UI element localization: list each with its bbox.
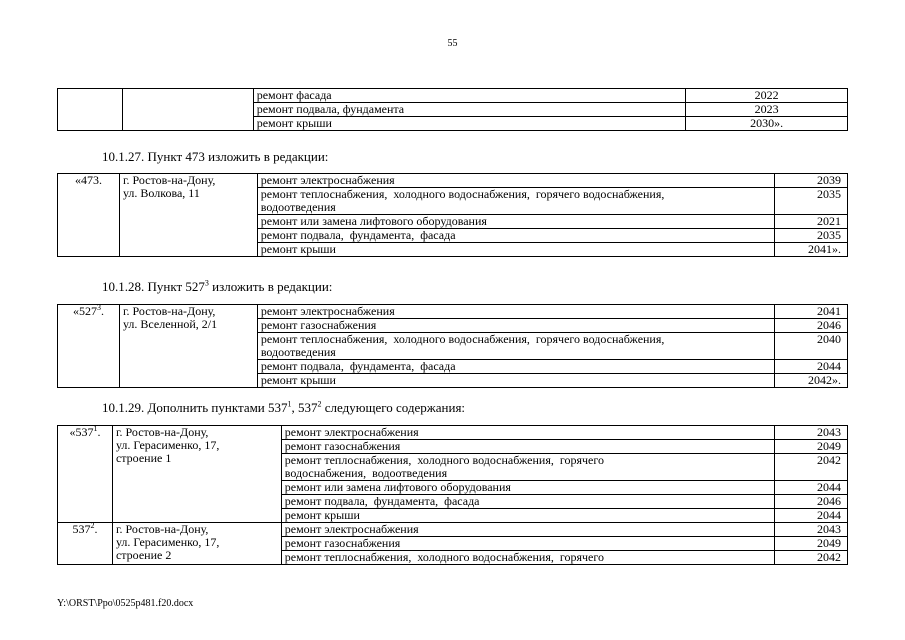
item-number-text: . [97, 425, 101, 439]
table-row [58, 174, 848, 188]
page-number: 55 [447, 38, 458, 49]
work-cell: ремонт крыши [257, 374, 774, 388]
year-cell: 2043 [775, 523, 848, 537]
year-cell: 2023 [686, 103, 848, 117]
paragraph-text: , 537 [291, 400, 318, 415]
work-cell: ремонт или замена лифтового оборудования [281, 481, 774, 495]
table-row [58, 426, 848, 440]
paragraph-10-1-27: 10.1.27. Пункт 473 изложить в редакции: [102, 149, 329, 164]
item-number-text: «537 [69, 425, 94, 439]
work-cell: ремонт подвала, фундамента [253, 103, 685, 117]
item-number: «473. [58, 174, 120, 257]
year-cell: 2043 [775, 426, 848, 440]
year-cell: 2049 [775, 537, 848, 551]
work-cell: ремонт крыши [281, 509, 774, 523]
year-cell: 2046 [775, 495, 848, 509]
table-row [58, 305, 848, 319]
item-number-text: «527 [72, 304, 97, 318]
work-cell: ремонт крыши [257, 243, 774, 257]
work-cell: ремонт электроснабжения [281, 523, 774, 537]
work-cell: ремонт подвала, фундамента, фасада [257, 360, 774, 374]
work-cell: ремонт электроснабжения [257, 305, 774, 319]
superscript: 3 [96, 303, 101, 312]
footer-file-path: Y:\ORST\Ppo\0525p481.f20.docx [57, 598, 194, 609]
year-cell: 2042 [775, 551, 848, 565]
table-473 [57, 173, 848, 257]
year-cell: 2041 [775, 305, 848, 319]
item-number [58, 305, 120, 388]
work-cell: ремонт подвала, фундамента, фасада [281, 495, 774, 509]
table-527 [57, 304, 848, 388]
superscript: 2 [90, 521, 95, 530]
paragraph-10-1-29 [102, 400, 465, 416]
year-cell: 2040 [775, 333, 848, 360]
work-cell: ремонт газоснабжения [281, 537, 774, 551]
year-cell: 2046 [775, 319, 848, 333]
year-cell: 2021 [775, 215, 848, 229]
year-cell: 2044 [775, 360, 848, 374]
item-number-text: 537 [72, 522, 91, 536]
table-row [58, 89, 848, 103]
item-number [58, 523, 113, 565]
work-cell: ремонт теплоснабжения, холодного водоснабжения, горячего [281, 551, 774, 565]
paragraph-text: следующего содержания: [321, 400, 466, 415]
year-cell: 2039 [775, 174, 848, 188]
year-cell: 2041». [775, 243, 848, 257]
superscript: 1 [287, 399, 292, 409]
year-cell: 2042 [775, 454, 848, 481]
year-cell: 2030». [686, 117, 848, 131]
item-number [58, 426, 113, 523]
work-cell: ремонт электроснабжения [281, 426, 774, 440]
year-cell: 2035 [775, 229, 848, 243]
paragraph-10-1-28 [102, 279, 332, 295]
address-cell: г. Ростов-на-Дону, ул. Вселенной, 2/1 [119, 305, 257, 388]
work-cell: ремонт газоснабжения [281, 440, 774, 454]
work-cell: ремонт теплоснабжения, холодного водоснабжения, горячего водоснабжения, водоотведения [257, 333, 774, 360]
work-cell: ремонт газоснабжения [257, 319, 774, 333]
year-cell: 2044 [775, 481, 848, 495]
address-cell [122, 89, 253, 131]
year-cell: 2049 [775, 440, 848, 454]
superscript: 2 [317, 399, 322, 409]
num-cell [58, 89, 123, 131]
work-cell: ремонт подвала, фундамента, фасада [257, 229, 774, 243]
year-cell: 2042». [775, 374, 848, 388]
work-cell: ремонт теплоснабжения, холодного водоснабжения, горячего водоснабжения, водоотведения [257, 188, 774, 215]
work-cell: ремонт теплоснабжения, холодного водоснабжения, горячего водоснабжения, водоотведения [281, 454, 774, 481]
work-cell: ремонт фасада [253, 89, 685, 103]
paragraph-text: 10.1.29. Дополнить пунктами 537 [102, 400, 288, 415]
year-cell: 2035 [775, 188, 848, 215]
superscript: 3 [204, 278, 209, 288]
address-cell: г. Ростов-на-Дону, ул. Герасименко, 17, строение 1 [112, 426, 281, 523]
top-table [57, 88, 848, 131]
table-row [58, 523, 848, 537]
paragraph-text: изложить в редакции: [208, 279, 333, 294]
superscript: 1 [93, 424, 98, 433]
work-cell: ремонт крыши [253, 117, 685, 131]
work-cell: ремонт электроснабжения [257, 174, 774, 188]
item-number-text: . [100, 304, 104, 318]
year-cell: 2022 [686, 89, 848, 103]
address-cell: г. Ростов-на-Дону, ул. Волкова, 11 [119, 174, 257, 257]
work-cell: ремонт или замена лифтового оборудования [257, 215, 774, 229]
item-number-text: . [94, 522, 98, 536]
paragraph-text: 10.1.28. Пункт 527 [102, 279, 205, 294]
year-cell: 2044 [775, 509, 848, 523]
table-537 [57, 425, 848, 565]
address-cell: г. Ростов-на-Дону, ул. Герасименко, 17, строение 2 [112, 523, 281, 565]
